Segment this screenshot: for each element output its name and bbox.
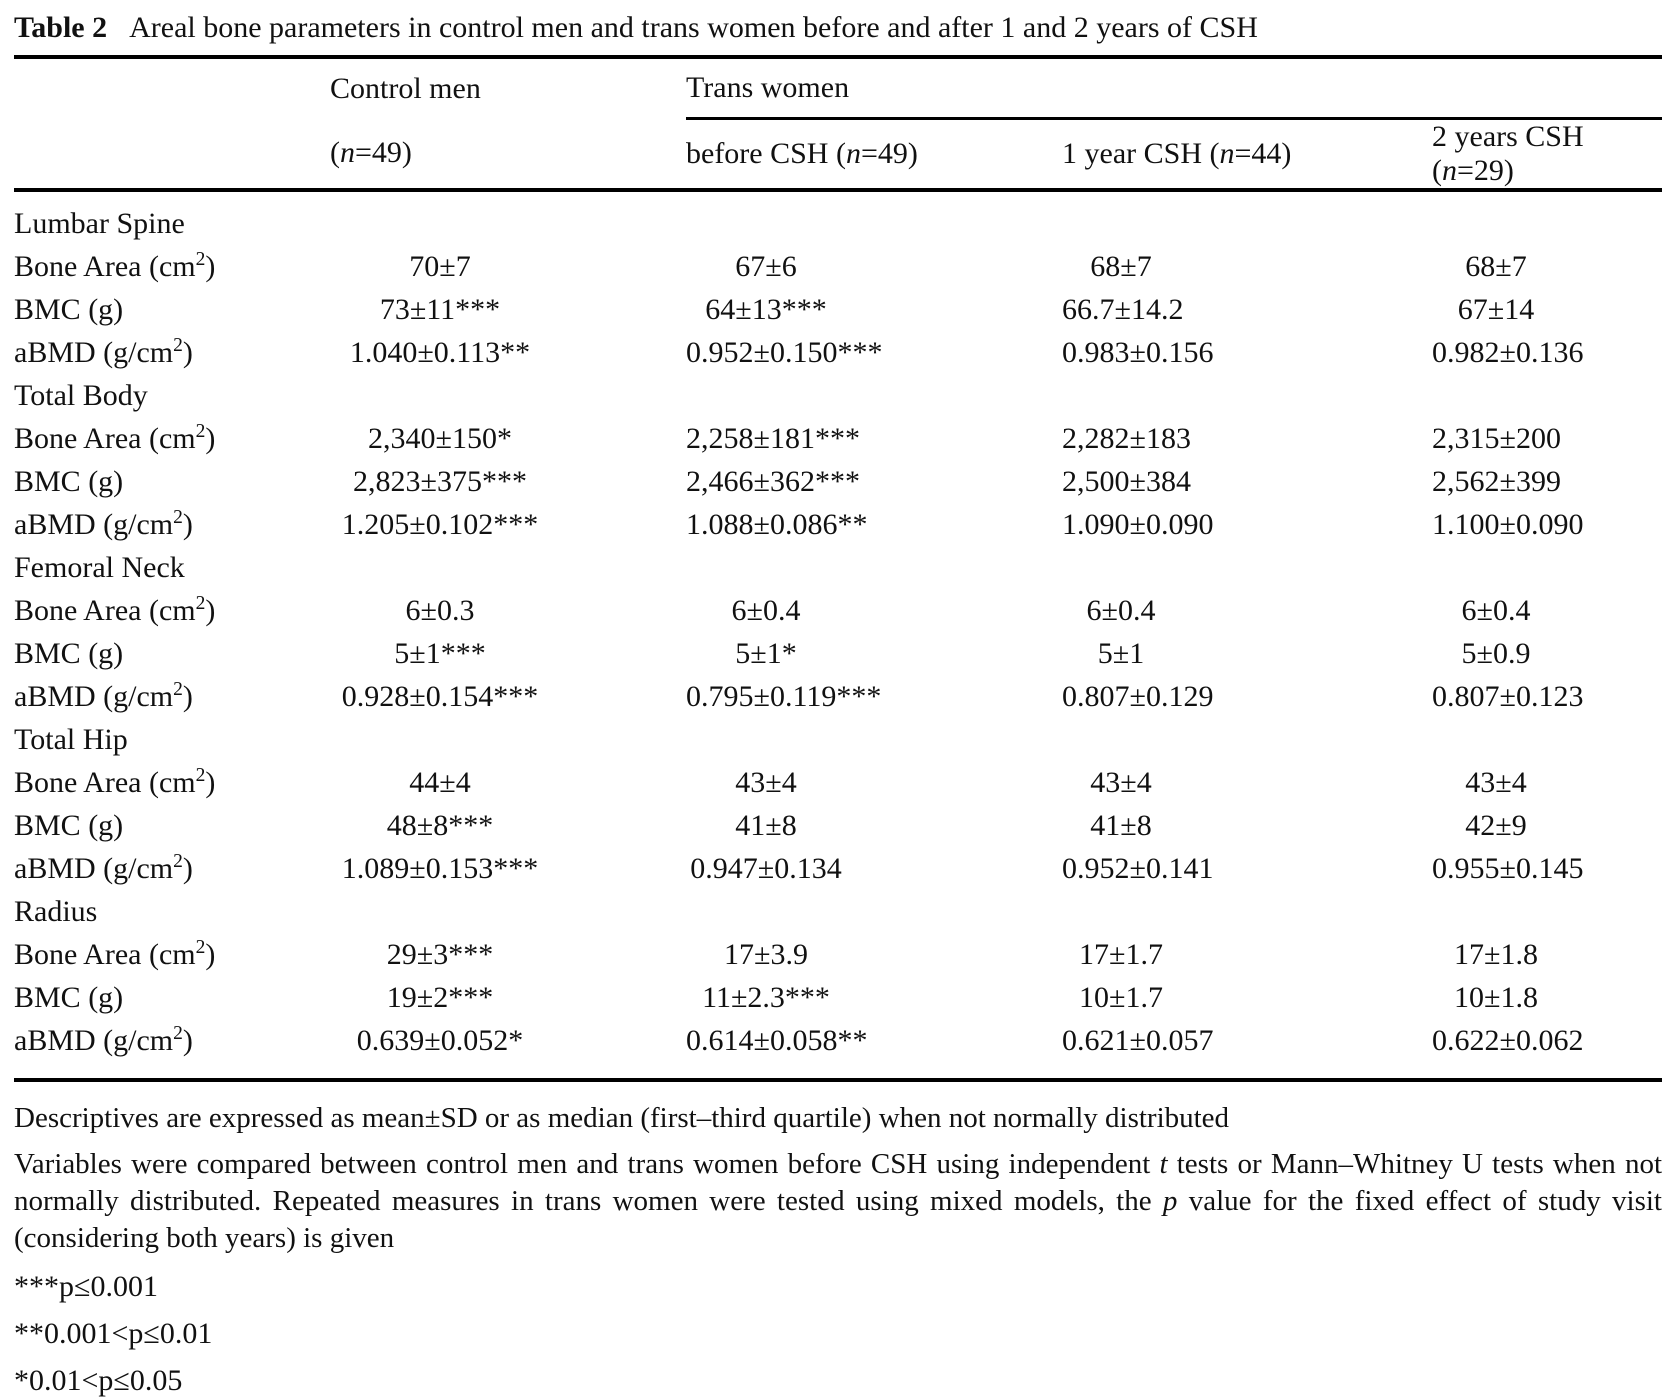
value-1yr-csh: 5±1 bbox=[1097, 636, 1145, 670]
table-header bbox=[14, 57, 1662, 190]
section-title-femoral-neck: Femoral Neck bbox=[14, 550, 185, 584]
value-before-csh: 2,466±362*** bbox=[686, 464, 860, 498]
section-title-total-body: Total Body bbox=[14, 378, 148, 412]
value-2yr-csh: 0.807±0.123 bbox=[1432, 679, 1584, 713]
value-2yr-csh: 1.100±0.090 bbox=[1432, 507, 1584, 541]
row-label: Bone Area $(cm^2)$ bbox=[14, 420, 216, 455]
value-2yr-csh: 0.982±0.136 bbox=[1432, 335, 1584, 369]
value-before-csh: 5±1* bbox=[735, 636, 797, 670]
table-number: Table 2 bbox=[14, 11, 108, 44]
footnote-descriptives: Descriptives are expressed as mean±SD or as median (first–third quartile) when not normally distributed bbox=[14, 1102, 1230, 1134]
value-before-csh: 0.795±0.119*** bbox=[686, 679, 882, 713]
value-1yr-csh: 1.090±0.090 bbox=[1062, 507, 1214, 541]
row-label: BMC (g) bbox=[14, 292, 124, 326]
value-2yr-csh: 68±7 bbox=[1465, 249, 1527, 283]
value-before-csh: 6±0.4 bbox=[731, 593, 801, 627]
value-before-csh: 64±13*** bbox=[705, 292, 827, 326]
row-label: BMC (g) bbox=[14, 980, 124, 1014]
footnote-statistics: Variables were compared between control men and trans women before CSH using independent t tests or Mann–Whitney U tests when not normally distributed. Repeated measures in trans women were tested using mixed models, the p value for the fixed effect of study visit (considering both years) is given bbox=[14, 1148, 1662, 1254]
row-label: aBMD $(g/cm^2)$ bbox=[14, 1022, 193, 1057]
section-header-row bbox=[14, 546, 1662, 589]
table-row bbox=[14, 804, 1662, 847]
value-1yr-csh: 0.807±0.129 bbox=[1062, 679, 1214, 713]
table-row bbox=[14, 417, 1662, 460]
value-1yr-csh: 41±8 bbox=[1090, 808, 1152, 842]
table-body bbox=[14, 190, 1662, 1080]
value-before-csh: 11±2.3*** bbox=[702, 980, 830, 1014]
value-control: 29±3*** bbox=[386, 937, 494, 971]
value-control: 0.639±0.052* bbox=[356, 1023, 524, 1057]
value-1yr-csh: 66.7±14.2 bbox=[1062, 292, 1184, 326]
table-row bbox=[14, 933, 1662, 976]
value-control: 70±7 bbox=[409, 249, 471, 283]
before-csh-header: before CSH (n=49) bbox=[686, 119, 1062, 191]
value-control: 48±8*** bbox=[386, 808, 494, 842]
row-label: aBMD $(g/cm^2)$ bbox=[14, 506, 193, 541]
value-2yr-csh: 42±9 bbox=[1465, 808, 1527, 842]
value-before-csh: 1.088±0.086** bbox=[686, 507, 868, 541]
table-row bbox=[14, 847, 1662, 890]
value-control: 44±4 bbox=[409, 765, 471, 799]
significance-note-2stars: **0.001<p≤0.01 bbox=[14, 1317, 213, 1350]
value-1yr-csh: 0.621±0.057 bbox=[1062, 1023, 1214, 1057]
table-row bbox=[14, 589, 1662, 632]
table-row bbox=[14, 1019, 1662, 1080]
value-control: 1.205±0.102*** bbox=[341, 507, 539, 541]
value-control: 1.040±0.113** bbox=[349, 335, 531, 369]
significance-note-1star: *0.01<p≤0.05 bbox=[14, 1364, 183, 1397]
section-header-row bbox=[14, 718, 1662, 761]
value-before-csh: 67±6 bbox=[735, 249, 797, 283]
row-label: Bone Area $(cm^2)$ bbox=[14, 248, 216, 283]
value-1yr-csh: 0.952±0.141 bbox=[1062, 851, 1214, 885]
value-2yr-csh: 17±1.8 bbox=[1454, 937, 1538, 971]
section-header-row bbox=[14, 190, 1662, 245]
section-title-total-hip: Total Hip bbox=[14, 722, 128, 756]
table-row bbox=[14, 503, 1662, 546]
table-row bbox=[14, 632, 1662, 675]
row-label: Bone Area $(cm^2)$ bbox=[14, 592, 216, 627]
value-before-csh: 17±3.9 bbox=[724, 937, 808, 971]
row-label: BMC (g) bbox=[14, 464, 124, 498]
value-before-csh: 43±4 bbox=[735, 765, 797, 799]
value-before-csh: 0.952±0.150*** bbox=[686, 335, 883, 369]
value-1yr-csh: 68±7 bbox=[1090, 249, 1152, 283]
row-label: BMC (g) bbox=[14, 808, 124, 842]
value-control: 0.928±0.154*** bbox=[341, 679, 539, 713]
group-header-row bbox=[14, 57, 1662, 119]
section-header-row bbox=[14, 890, 1662, 933]
value-control: 5±1*** bbox=[394, 636, 486, 670]
value-control: 73±11*** bbox=[379, 292, 501, 326]
value-2yr-csh: 0.955±0.145 bbox=[1432, 851, 1584, 885]
subgroup-header-row bbox=[14, 119, 1662, 191]
row-label: aBMD $(g/cm^2)$ bbox=[14, 850, 193, 885]
value-2yr-csh: 0.622±0.062 bbox=[1432, 1023, 1584, 1057]
table-row bbox=[14, 675, 1662, 718]
value-control: 6±0.3 bbox=[405, 593, 475, 627]
row-label: aBMD $(g/cm^2)$ bbox=[14, 678, 193, 713]
value-control: 2,340±150* bbox=[368, 421, 512, 455]
empty-header-cell bbox=[14, 119, 330, 191]
row-label: Bone Area $(cm^2)$ bbox=[14, 936, 216, 971]
value-1yr-csh: 2,282±183 bbox=[1062, 421, 1191, 455]
value-1yr-csh: 6±0.4 bbox=[1086, 593, 1156, 627]
value-2yr-csh: 2,562±399 bbox=[1432, 464, 1561, 498]
section-header-row bbox=[14, 374, 1662, 417]
value-before-csh: 2,258±181*** bbox=[686, 421, 860, 455]
value-1yr-csh: 2,500±384 bbox=[1062, 464, 1191, 498]
row-label: Bone Area $(cm^2)$ bbox=[14, 764, 216, 799]
table-row bbox=[14, 288, 1662, 331]
value-2yr-csh: 2,315±200 bbox=[1432, 421, 1561, 455]
value-control: 2,823±375*** bbox=[353, 464, 527, 498]
empty-header-cell bbox=[14, 57, 330, 119]
value-control: 1.089±0.153*** bbox=[341, 851, 539, 885]
table-row bbox=[14, 460, 1662, 503]
trans-women-group-header: Trans women bbox=[686, 57, 1662, 119]
value-1yr-csh: 43±4 bbox=[1090, 765, 1152, 799]
significance-note-3stars: ***p≤0.001 bbox=[14, 1270, 158, 1303]
value-before-csh: 41±8 bbox=[735, 808, 797, 842]
two-years-csh-header: 2 years CSH (n=29) bbox=[1432, 119, 1662, 191]
row-label: BMC (g) bbox=[14, 636, 124, 670]
row-label: aBMD $(g/cm^2)$ bbox=[14, 334, 193, 369]
value-2yr-csh: 6±0.4 bbox=[1461, 593, 1531, 627]
table-row bbox=[14, 245, 1662, 288]
table-row bbox=[14, 761, 1662, 804]
control-n-header: (n=49) bbox=[330, 119, 686, 191]
value-2yr-csh: 43±4 bbox=[1465, 765, 1527, 799]
table-row bbox=[14, 331, 1662, 374]
control-men-group-header: Control men bbox=[330, 71, 481, 105]
section-title-lumbar-spine: Lumbar Spine bbox=[14, 206, 185, 240]
value-1yr-csh: 10±1.7 bbox=[1079, 980, 1163, 1014]
value-2yr-csh: 10±1.8 bbox=[1454, 980, 1538, 1014]
table-caption-text: Areal bone parameters in control men and trans women before and after 1 and 2 years of CSH bbox=[129, 11, 1258, 44]
value-before-csh: 0.614±0.058** bbox=[686, 1023, 868, 1057]
value-1yr-csh: 17±1.7 bbox=[1079, 937, 1163, 971]
bone-parameters-table bbox=[14, 55, 1662, 1082]
one-year-csh-header: 1 year CSH (n=44) bbox=[1062, 119, 1432, 191]
value-before-csh: 0.947±0.134 bbox=[690, 851, 842, 885]
table-caption bbox=[14, 6, 1662, 50]
value-2yr-csh: 67±14 bbox=[1457, 292, 1535, 326]
value-2yr-csh: 5±0.9 bbox=[1461, 636, 1531, 670]
value-control: 19±2*** bbox=[386, 980, 494, 1014]
value-1yr-csh: 0.983±0.156 bbox=[1062, 335, 1214, 369]
table-row bbox=[14, 976, 1662, 1019]
section-title-radius: Radius bbox=[14, 894, 98, 928]
